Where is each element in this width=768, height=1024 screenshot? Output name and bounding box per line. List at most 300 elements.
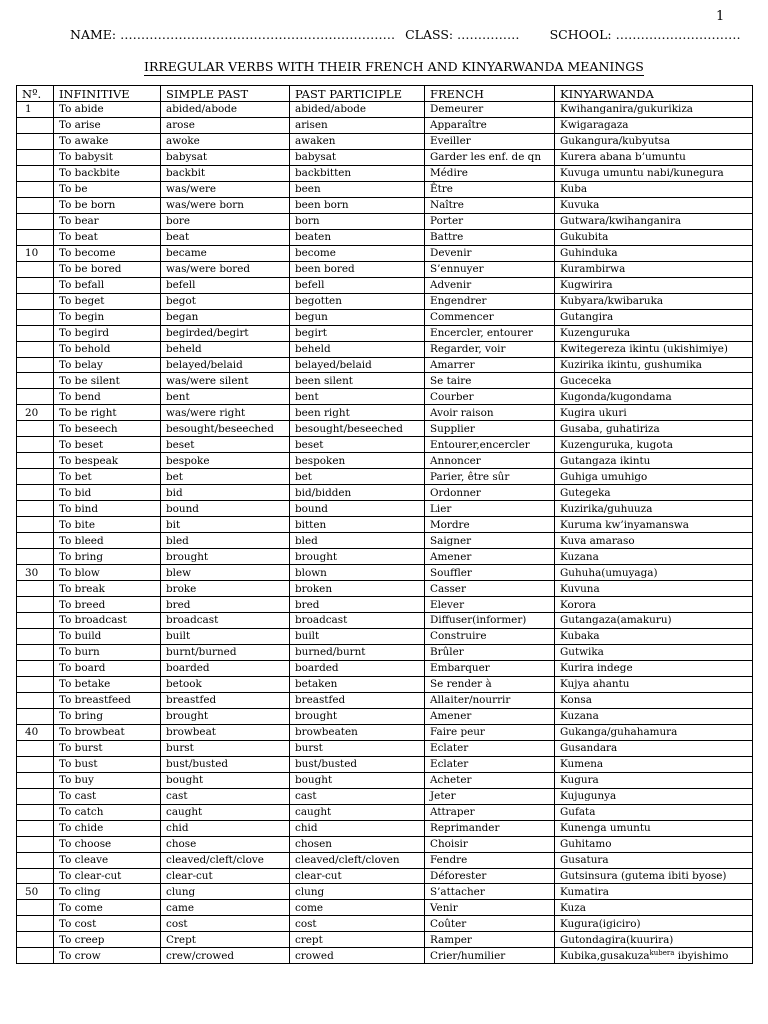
cell-french bbox=[425, 229, 555, 245]
cell-text: Encercler, entourer bbox=[430, 327, 533, 340]
cell-text: 50 bbox=[25, 885, 39, 898]
cell-text: Gutwara/kwihanganira bbox=[560, 215, 682, 228]
cell-text: Faire peur bbox=[430, 726, 485, 739]
cell-text: Kuba bbox=[560, 183, 588, 196]
cell-text: burst bbox=[166, 742, 194, 755]
cell-text: Guhinduka bbox=[560, 247, 618, 260]
cell-past-participle bbox=[290, 389, 425, 405]
student-header bbox=[70, 27, 741, 42]
cell-simple-past bbox=[161, 628, 290, 644]
cell-past-participle bbox=[290, 884, 425, 900]
cell-text: Kubika,gusakuza bbox=[560, 949, 650, 962]
cell-text: backbitten bbox=[295, 167, 352, 180]
cell-text: Gusandara bbox=[560, 742, 618, 755]
cell-number bbox=[17, 948, 54, 964]
cell-french bbox=[425, 325, 555, 341]
cell-infinitive bbox=[54, 325, 161, 341]
cell-simple-past bbox=[161, 469, 290, 485]
cell-text: To babysit bbox=[59, 151, 113, 164]
cell-infinitive bbox=[54, 293, 161, 309]
cell-infinitive bbox=[54, 948, 161, 964]
column-header-number: Nº. bbox=[17, 86, 54, 102]
cell-french bbox=[425, 597, 555, 613]
cell-infinitive bbox=[54, 389, 161, 405]
cell-simple-past bbox=[161, 245, 290, 261]
cell-french bbox=[425, 373, 555, 389]
cell-french bbox=[425, 676, 555, 692]
cell-french bbox=[425, 357, 555, 373]
cell-text: To bet bbox=[59, 470, 92, 483]
table-row bbox=[17, 197, 753, 213]
cell-simple-past bbox=[161, 740, 290, 756]
cell-text: arisen bbox=[295, 119, 328, 132]
table-row bbox=[17, 852, 753, 868]
table-row bbox=[17, 628, 753, 644]
cell-kinyarwanda bbox=[555, 213, 753, 229]
table-row bbox=[17, 820, 753, 836]
cell-text: Supplier bbox=[430, 422, 475, 435]
cell-text: bust/busted bbox=[166, 758, 229, 771]
cell-text: beaten bbox=[295, 231, 332, 244]
cell-french bbox=[425, 453, 555, 469]
cell-infinitive bbox=[54, 884, 161, 900]
cell-simple-past bbox=[161, 421, 290, 437]
cell-text: To backbite bbox=[59, 167, 120, 180]
cell-text: clung bbox=[295, 885, 325, 898]
cell-french bbox=[425, 613, 555, 629]
cell-infinitive bbox=[54, 756, 161, 772]
cell-text: breastfed bbox=[295, 694, 346, 707]
cell-text: To board bbox=[59, 662, 106, 675]
cell-french bbox=[425, 261, 555, 277]
cell-text: To cling bbox=[59, 885, 101, 898]
cell-text: befell bbox=[295, 279, 325, 292]
cell-past-participle bbox=[290, 948, 425, 964]
cell-past-participle bbox=[290, 149, 425, 165]
cell-infinitive bbox=[54, 453, 161, 469]
cell-text: bespoke bbox=[166, 454, 210, 467]
table-row bbox=[17, 932, 753, 948]
cell-number bbox=[17, 932, 54, 948]
table-row bbox=[17, 724, 753, 740]
cell-simple-past bbox=[161, 197, 290, 213]
cell-text: 1 bbox=[25, 103, 32, 116]
cell-text: To be silent bbox=[59, 374, 120, 387]
cell-text: To bring bbox=[59, 550, 103, 563]
cell-french bbox=[425, 277, 555, 293]
cell-text: Kuva amaraso bbox=[560, 534, 635, 547]
cell-french bbox=[425, 181, 555, 197]
cell-past-participle bbox=[290, 181, 425, 197]
cell-number bbox=[17, 628, 54, 644]
cell-simple-past bbox=[161, 149, 290, 165]
table-row bbox=[17, 644, 753, 660]
cell-text: begirt bbox=[295, 327, 327, 340]
cell-text: burst bbox=[295, 742, 323, 755]
cell-number bbox=[17, 389, 54, 405]
cell-text: To come bbox=[59, 901, 103, 914]
cell-kinyarwanda bbox=[555, 485, 753, 501]
cell-simple-past bbox=[161, 325, 290, 341]
table-row bbox=[17, 213, 753, 229]
cell-text: bled bbox=[166, 534, 189, 547]
cell-past-participle bbox=[290, 820, 425, 836]
cell-number bbox=[17, 197, 54, 213]
cell-text: came bbox=[166, 901, 195, 914]
table-row bbox=[17, 900, 753, 916]
cell-text: Coûter bbox=[430, 917, 467, 930]
cell-past-participle bbox=[290, 565, 425, 581]
cell-french bbox=[425, 660, 555, 676]
cell-number bbox=[17, 213, 54, 229]
cell-text: Kuzenguruka bbox=[560, 327, 631, 340]
cell-text: belayed/belaid bbox=[166, 358, 243, 371]
cell-simple-past bbox=[161, 229, 290, 245]
cell-kinyarwanda bbox=[555, 852, 753, 868]
cell-text: To blow bbox=[59, 566, 100, 579]
cell-text: Gutegeka bbox=[560, 486, 611, 499]
cell-text: Crept bbox=[166, 933, 196, 946]
cell-text: Kuzana bbox=[560, 550, 599, 563]
cell-text: To beget bbox=[59, 295, 105, 308]
cell-past-participle bbox=[290, 916, 425, 932]
table-row bbox=[17, 229, 753, 245]
cell-text: Engendrer bbox=[430, 295, 487, 308]
cell-kinyarwanda bbox=[555, 261, 753, 277]
cell-infinitive bbox=[54, 501, 161, 517]
cell-infinitive bbox=[54, 469, 161, 485]
cell-number bbox=[17, 133, 54, 149]
cell-past-participle bbox=[290, 245, 425, 261]
cell-simple-past bbox=[161, 884, 290, 900]
cell-text: bid/bidden bbox=[295, 486, 352, 499]
cell-text: browbeat bbox=[166, 726, 216, 739]
cell-text: cast bbox=[166, 790, 188, 803]
cell-infinitive bbox=[54, 533, 161, 549]
cell-simple-past bbox=[161, 836, 290, 852]
cell-text: was/were born bbox=[166, 199, 244, 212]
cell-text: Déforester bbox=[430, 869, 487, 882]
cell-text: 20 bbox=[25, 406, 39, 419]
cell-text: come bbox=[295, 901, 324, 914]
cell-french bbox=[425, 916, 555, 932]
cell-infinitive bbox=[54, 149, 161, 165]
cell-text: To abide bbox=[59, 103, 104, 116]
cell-text: Parier, être sûr bbox=[430, 470, 510, 483]
cell-kinyarwanda bbox=[555, 644, 753, 660]
cell-text: Apparaître bbox=[430, 119, 487, 132]
cell-past-participle bbox=[290, 325, 425, 341]
cell-text: built bbox=[166, 630, 191, 643]
cell-text: Annoncer bbox=[430, 454, 481, 467]
cell-text: bet bbox=[166, 470, 183, 483]
class-field-label: CLASS: …………… bbox=[405, 27, 520, 42]
cell-past-participle bbox=[290, 453, 425, 469]
table-row bbox=[17, 660, 753, 676]
cell-kinyarwanda bbox=[555, 836, 753, 852]
cell-simple-past bbox=[161, 102, 290, 118]
cell-text: bit bbox=[166, 518, 181, 531]
cell-simple-past bbox=[161, 868, 290, 884]
cell-text: babysat bbox=[295, 151, 337, 164]
cell-text: Jeter bbox=[430, 790, 456, 803]
table-row bbox=[17, 804, 753, 820]
cell-text: begun bbox=[295, 311, 328, 324]
table-row bbox=[17, 756, 753, 772]
cell-french bbox=[425, 245, 555, 261]
cell-past-participle bbox=[290, 469, 425, 485]
cell-text: beheld bbox=[166, 343, 202, 356]
cell-simple-past bbox=[161, 581, 290, 597]
cell-number bbox=[17, 517, 54, 533]
cell-text: Commencer bbox=[430, 311, 494, 324]
cell-number bbox=[17, 373, 54, 389]
cell-kinyarwanda bbox=[555, 117, 753, 133]
cell-text: Diffuser(informer) bbox=[430, 614, 527, 627]
cell-simple-past bbox=[161, 916, 290, 932]
cell-text: Korora bbox=[560, 598, 597, 611]
cell-text: Gutangaza ikintu bbox=[560, 454, 651, 467]
cell-kinyarwanda bbox=[555, 501, 753, 517]
cell-simple-past bbox=[161, 453, 290, 469]
cell-french bbox=[425, 788, 555, 804]
cell-text: boarded bbox=[295, 662, 339, 675]
table-row bbox=[17, 277, 753, 293]
cell-text: Se taire bbox=[430, 374, 472, 387]
table-row bbox=[17, 149, 753, 165]
cell-kinyarwanda bbox=[555, 708, 753, 724]
cell-text: To buy bbox=[59, 774, 94, 787]
table-row bbox=[17, 357, 753, 373]
cell-text: cast bbox=[295, 790, 317, 803]
cell-simple-past bbox=[161, 293, 290, 309]
cell-text: bred bbox=[295, 598, 320, 611]
cell-text: brought bbox=[166, 710, 209, 723]
cell-text: Amarrer bbox=[430, 358, 475, 371]
table-row bbox=[17, 245, 753, 261]
cell-kinyarwanda bbox=[555, 405, 753, 421]
cell-kinyarwanda bbox=[555, 756, 753, 772]
cell-french bbox=[425, 469, 555, 485]
table-row bbox=[17, 517, 753, 533]
cell-french bbox=[425, 932, 555, 948]
cell-french bbox=[425, 772, 555, 788]
cell-past-participle bbox=[290, 229, 425, 245]
cell-text: Gukanga/guhahamura bbox=[560, 726, 678, 739]
cell-infinitive bbox=[54, 932, 161, 948]
table-row bbox=[17, 948, 753, 964]
cell-past-participle bbox=[290, 852, 425, 868]
table-row bbox=[17, 485, 753, 501]
cell-text: To cast bbox=[59, 790, 97, 803]
cell-infinitive bbox=[54, 820, 161, 836]
cell-text: To clear-cut bbox=[59, 869, 122, 882]
table-row bbox=[17, 181, 753, 197]
cell-number bbox=[17, 724, 54, 740]
cell-infinitive bbox=[54, 597, 161, 613]
cell-text: begirded/begirt bbox=[166, 327, 249, 340]
cell-text: To build bbox=[59, 630, 102, 643]
cell-kinyarwanda bbox=[555, 277, 753, 293]
table-row bbox=[17, 708, 753, 724]
cell-infinitive bbox=[54, 165, 161, 181]
cell-infinitive bbox=[54, 197, 161, 213]
cell-number bbox=[17, 181, 54, 197]
cell-infinitive bbox=[54, 309, 161, 325]
cell-french bbox=[425, 293, 555, 309]
cell-text: been bored bbox=[295, 263, 355, 276]
cell-text: born bbox=[295, 215, 320, 228]
cell-past-participle bbox=[290, 405, 425, 421]
cell-text: clear-cut bbox=[295, 869, 342, 882]
cell-simple-past bbox=[161, 788, 290, 804]
cell-text: Gukubita bbox=[560, 231, 609, 244]
cell-infinitive bbox=[54, 405, 161, 421]
cell-kinyarwanda bbox=[555, 804, 753, 820]
cell-text: Casser bbox=[430, 582, 466, 595]
table-row bbox=[17, 102, 753, 118]
irregular-verbs-table bbox=[16, 85, 753, 964]
cell-infinitive bbox=[54, 133, 161, 149]
cell-number bbox=[17, 836, 54, 852]
table-row bbox=[17, 389, 753, 405]
cell-text: To bear bbox=[59, 215, 99, 228]
cell-text: To bite bbox=[59, 518, 95, 531]
cell-past-participle bbox=[290, 309, 425, 325]
cell-kinyarwanda bbox=[555, 788, 753, 804]
cell-text: Kuvuga umuntu nabi/kunegura bbox=[560, 167, 724, 180]
document-title: IRREGULAR VERBS WITH THEIR FRENCH AND KINYARWANDA MEANINGS bbox=[144, 59, 644, 74]
cell-text: befell bbox=[166, 279, 196, 292]
cell-past-participle bbox=[290, 485, 425, 501]
cell-french bbox=[425, 740, 555, 756]
table-row bbox=[17, 581, 753, 597]
cell-text: To be right bbox=[59, 406, 117, 419]
cell-past-participle bbox=[290, 421, 425, 437]
cell-text: Kuruma kw’inyamanswa bbox=[560, 518, 689, 531]
cell-text: S’ennuyer bbox=[430, 263, 484, 276]
cell-text: beheld bbox=[295, 343, 331, 356]
cell-text: To begird bbox=[59, 327, 110, 340]
cell-kinyarwanda bbox=[555, 469, 753, 485]
cell-french bbox=[425, 197, 555, 213]
cell-text: Construire bbox=[430, 630, 487, 643]
cell-text: awoke bbox=[166, 135, 200, 148]
cell-text: Guceceka bbox=[560, 374, 612, 387]
cell-infinitive bbox=[54, 900, 161, 916]
cell-number bbox=[17, 884, 54, 900]
cell-kinyarwanda bbox=[555, 389, 753, 405]
cell-number bbox=[17, 485, 54, 501]
cell-simple-past bbox=[161, 389, 290, 405]
cell-text: To arise bbox=[59, 119, 101, 132]
cell-number bbox=[17, 405, 54, 421]
cell-infinitive bbox=[54, 613, 161, 629]
cell-text: Ordonner bbox=[430, 486, 481, 499]
cell-text: To awake bbox=[59, 135, 109, 148]
cell-french bbox=[425, 820, 555, 836]
cell-text: To cleave bbox=[59, 854, 109, 867]
cell-number bbox=[17, 437, 54, 453]
cell-text: Amener bbox=[430, 710, 472, 723]
cell-text: bought bbox=[295, 774, 333, 787]
cell-text: bought bbox=[166, 774, 204, 787]
school-field-label: SCHOOL: ………………………… bbox=[549, 27, 741, 42]
cell-infinitive bbox=[54, 245, 161, 261]
cell-number bbox=[17, 357, 54, 373]
cell-kinyarwanda bbox=[555, 565, 753, 581]
cell-past-participle bbox=[290, 437, 425, 453]
cell-kinyarwanda bbox=[555, 660, 753, 676]
column-header-infinitive: INFINITIVE bbox=[54, 86, 161, 102]
cell-text: Kwitegereza ikintu (ukishimiye) bbox=[560, 343, 728, 356]
cell-text: besought/beseeched bbox=[166, 422, 274, 435]
cell-text: To breed bbox=[59, 598, 106, 611]
cell-text: To crow bbox=[59, 949, 101, 962]
cell-french bbox=[425, 165, 555, 181]
cell-text: bust/busted bbox=[295, 758, 358, 771]
cell-text: burnt/burned bbox=[166, 646, 237, 659]
cell-number bbox=[17, 277, 54, 293]
cell-text: betaken bbox=[295, 678, 338, 691]
cell-number bbox=[17, 453, 54, 469]
cell-kinyarwanda bbox=[555, 517, 753, 533]
cell-number bbox=[17, 245, 54, 261]
cell-text: Kugira ukuri bbox=[560, 406, 627, 419]
cell-infinitive bbox=[54, 517, 161, 533]
cell-number bbox=[17, 149, 54, 165]
table-row bbox=[17, 836, 753, 852]
cell-text: Crier/humilier bbox=[430, 949, 506, 962]
cell-kinyarwanda bbox=[555, 245, 753, 261]
cell-past-participle bbox=[290, 197, 425, 213]
cell-text: Kwigaragaza bbox=[560, 119, 629, 132]
cell-text: Guhuha(umuyaga) bbox=[560, 566, 658, 579]
cell-text: been bbox=[295, 183, 321, 196]
cell-text: Gutangira bbox=[560, 311, 614, 324]
cell-text: was/were silent bbox=[166, 374, 249, 387]
cell-text: Ramper bbox=[430, 933, 472, 946]
cell-text: begot bbox=[166, 295, 196, 308]
cell-kinyarwanda bbox=[555, 165, 753, 181]
cell-text: Kugwirira bbox=[560, 279, 613, 292]
cell-text: To bespeak bbox=[59, 454, 119, 467]
cell-text: belayed/belaid bbox=[295, 358, 372, 371]
cell-infinitive bbox=[54, 628, 161, 644]
cell-past-participle bbox=[290, 932, 425, 948]
cell-kinyarwanda bbox=[555, 133, 753, 149]
cell-text: bitten bbox=[295, 518, 327, 531]
cell-infinitive bbox=[54, 102, 161, 118]
cell-text: To breastfeed bbox=[59, 694, 131, 707]
table-row bbox=[17, 772, 753, 788]
cell-text: Elever bbox=[430, 598, 465, 611]
cell-text: Attraper bbox=[430, 806, 475, 819]
cell-kinyarwanda bbox=[555, 613, 753, 629]
cell-number bbox=[17, 820, 54, 836]
cell-number bbox=[17, 501, 54, 517]
cell-text: Eveiller bbox=[430, 135, 471, 148]
cell-text: Embarquer bbox=[430, 662, 490, 675]
cell-infinitive bbox=[54, 341, 161, 357]
cell-infinitive bbox=[54, 708, 161, 724]
cell-text: caught bbox=[295, 806, 332, 819]
cell-past-participle bbox=[290, 165, 425, 181]
cell-text: Saigner bbox=[430, 534, 472, 547]
cell-past-participle bbox=[290, 517, 425, 533]
cell-text: bred bbox=[166, 598, 191, 611]
cell-infinitive bbox=[54, 916, 161, 932]
